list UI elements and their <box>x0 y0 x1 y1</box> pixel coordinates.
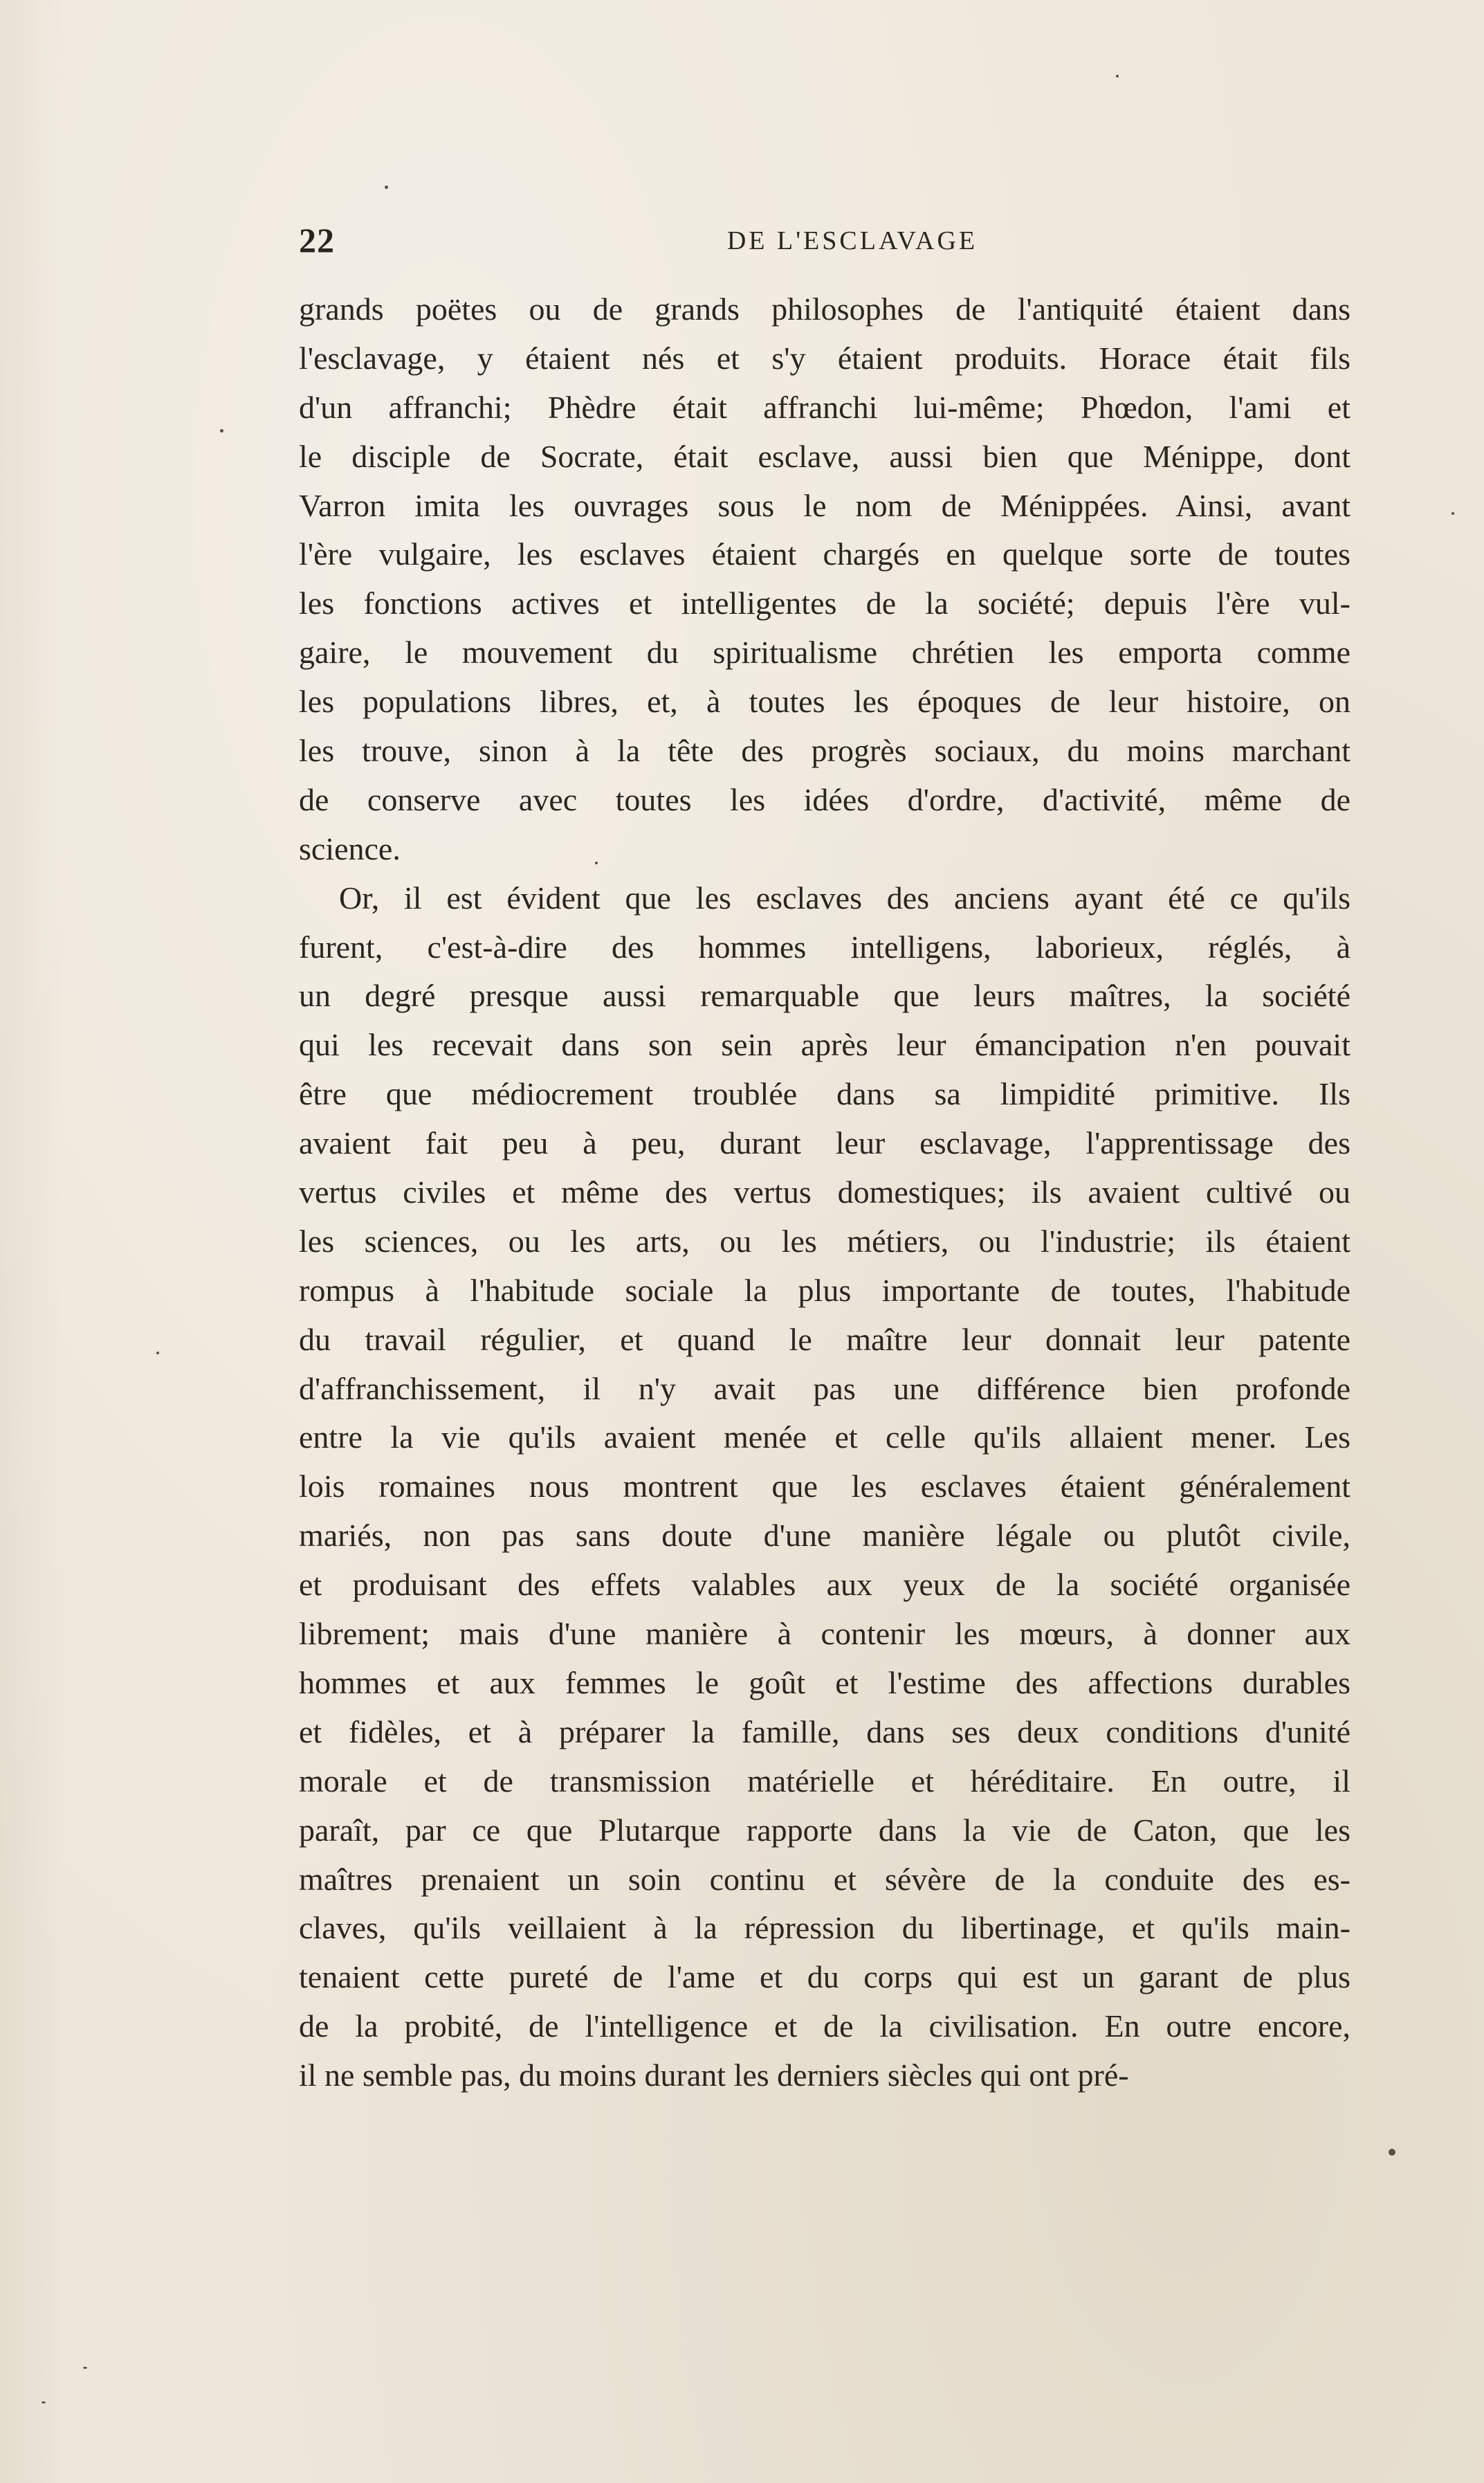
text-line: librement; mais d'une manière à contenir les mœurs, à donner aux <box>299 1616 1350 1652</box>
text-line: les populations libres, et, à toutes les époques de leur histoire, on <box>299 684 1350 720</box>
text-line: un degré presque aussi remarquable que leurs maîtres, la société <box>299 978 1350 1014</box>
text-line: tenaient cette pureté de l'ame et du corps qui est un garant de plus <box>299 1959 1350 1995</box>
text-line: hommes et aux femmes le goût et l'estime des affections durables <box>299 1664 1350 1700</box>
text-line: entre la vie qu'ils avaient menée et celle qu'ils allaient mener. Les <box>299 1419 1350 1455</box>
text-line: lois romaines nous montrent que les esclaves étaient généralement <box>299 1468 1350 1504</box>
text-line: paraît, par ce que Plutarque rapporte dans la vie de Caton, que les <box>299 1812 1350 1848</box>
text-line: de la probité, de l'intelligence et de la civilisation. En outre encore, <box>299 2008 1350 2044</box>
text-line: Or, il est évident que les esclaves des anciens ayant été ce qu'ils <box>339 880 1350 916</box>
text-line: gaire, le mouvement du spiritualisme chrétien les emporta comme <box>299 635 1350 671</box>
text-line: les trouve, sinon à la tête des progrès sociaux, du moins marchant <box>299 733 1350 769</box>
running-head: DE L'ESCLAVAGE <box>726 226 978 255</box>
text-line: d'affranchissement, il n'y avait pas une différence bien profonde <box>299 1370 1350 1406</box>
text-line: le disciple de Socrate, était esclave, aussi bien que Ménippe, dont <box>299 438 1350 474</box>
text-line: l'ère vulgaire, les esclaves étaient chargés en quelque sorte de toutes <box>299 536 1350 572</box>
text-line: mariés, non pas sans doute d'une manière légale ou plutôt civile, <box>299 1518 1350 1554</box>
text-line: du travail régulier, et quand le maître leur donnait leur patente <box>299 1321 1350 1357</box>
text-line: vertus civiles et même des vertus domestiques; ils avaient cultivé ou <box>299 1174 1350 1210</box>
page-number: 22 <box>299 221 335 260</box>
text-line: être que médiocrement troublée dans sa limpidité primitive. Ils <box>299 1076 1350 1112</box>
body-text <box>299 285 1350 2100</box>
text-line: qui les recevait dans son sein après leur émancipation n'en pouvait <box>299 1027 1350 1063</box>
text-line: il ne semble pas, du moins durant les derniers siècles qui ont pré- <box>299 2057 1129 2093</box>
text-line: science. <box>299 830 401 866</box>
text-line: l'esclavage, y étaient nés et s'y étaient produits. Horace était fils <box>299 340 1350 376</box>
text-line: et produisant des effets valables aux yeux de la société organisée <box>299 1567 1350 1603</box>
text-line: claves, qu'ils veillaient à la répression du libertinage, et qu'ils main- <box>299 1910 1350 1946</box>
text-line: les fonctions actives et intelligentes de la société; depuis l'ère vul- <box>299 585 1350 621</box>
page-header <box>299 220 1350 269</box>
text-line: furent, c'est-à-dire des hommes intelligens, laborieux, réglés, à <box>299 929 1350 965</box>
text-line: morale et de transmission matérielle et héréditaire. En outre, il <box>299 1763 1350 1799</box>
text-line: les sciences, ou les arts, ou les métiers, ou l'industrie; ils étaient <box>299 1223 1350 1259</box>
text-line: d'un affranchi; Phèdre était affranchi lui-même; Phœdon, l'ami et <box>299 389 1350 425</box>
text-line: de conserve avec toutes les idées d'ordre, d'activité, même de <box>299 781 1350 817</box>
text-line: et fidèles, et à préparer la famille, dans ses deux conditions d'unité <box>299 1713 1350 1749</box>
text-line: rompus à l'habitude sociale la plus importante de toutes, l'habitude <box>299 1272 1350 1308</box>
text-line: avaient fait peu à peu, durant leur esclavage, l'apprentissage des <box>299 1125 1350 1161</box>
text-line: grands poëtes ou de grands philosophes de l'antiquité étaient dans <box>299 291 1350 327</box>
text-line: maîtres prenaient un soin continu et sévère de la conduite des es- <box>299 1861 1350 1897</box>
text-line: Varron imita les ouvrages sous le nom de Ménippées. Ainsi, avant <box>299 487 1350 523</box>
